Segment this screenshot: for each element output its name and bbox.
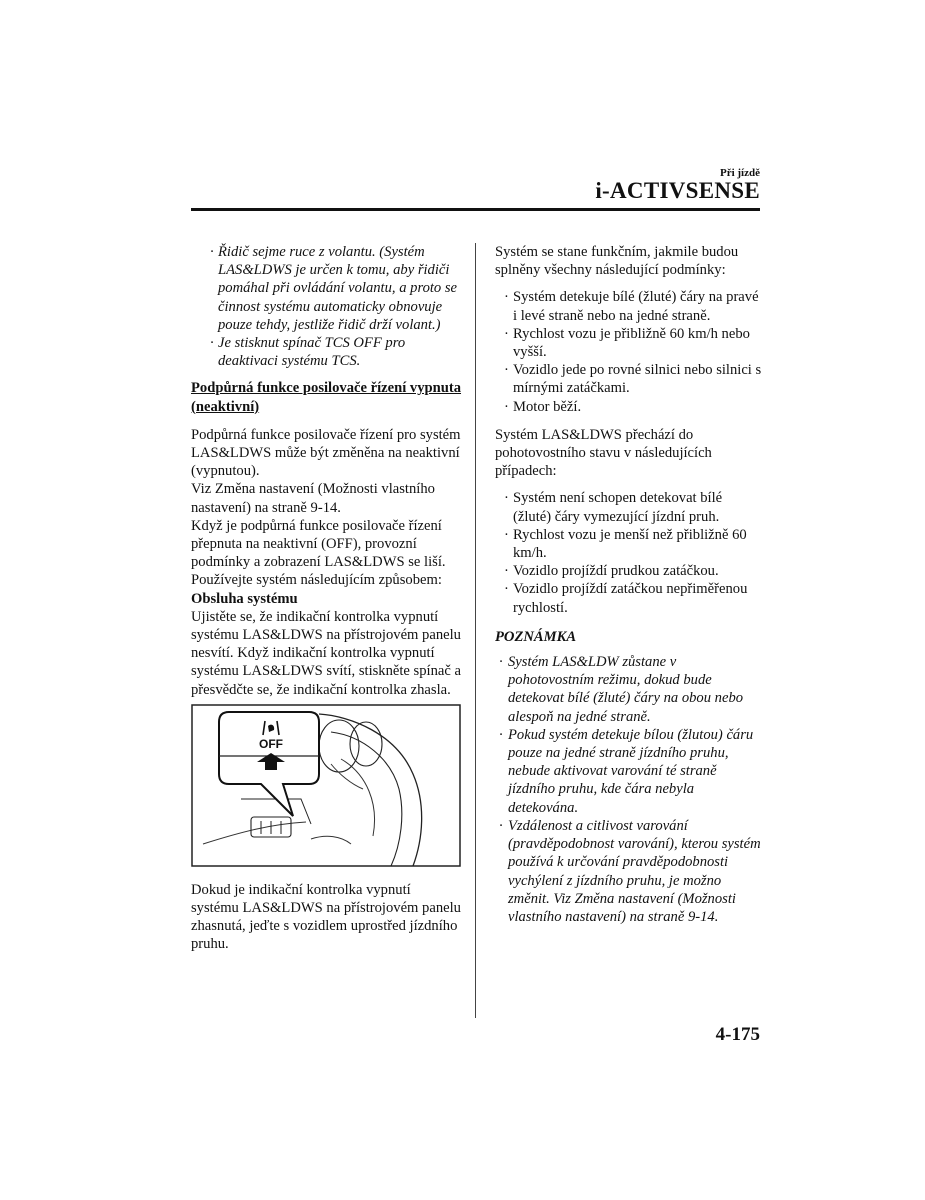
list-item: · Systém detekuje bílé (žluté) čáry na pravé i levé straně nebo na jedné straně.: [495, 288, 763, 324]
standby-list: [495, 489, 763, 616]
conditions-list: [495, 288, 763, 415]
list-item: · Motor běží.: [495, 398, 763, 416]
paragraph: Podpůrná funkce posilovače řízení pro systém LAS&LDWS může být změněna na neaktivní (vypnutou).: [191, 426, 461, 480]
list-item: · Vzdálenost a citlivost varování (pravděpodobnost varování), kterou systém používá k určování pravděpodobnosti vychýlení z jízdního pruhu, je možno změnit. Viz Změna nastavení (Možnosti vlastního nastavení) na straně 9-14.: [495, 817, 763, 926]
note-title: POZNÁMKA: [495, 628, 577, 645]
note-list: [495, 653, 763, 926]
column-divider: [475, 243, 476, 1018]
section-label: Při jízdě: [719, 167, 760, 179]
paragraph: Když je podpůrná funkce posilovače řízení přepnuta na neaktivní (OFF), provozní podmínky a zobrazení LAS&LDWS se liší. Používejte systém následujícím způsobem:: [191, 517, 446, 589]
page-title: i-ACTIVSENSE: [595, 178, 760, 203]
list-item: · Vozidlo jede po rovné silnici nebo silnici s mírnými zatáčkami.: [495, 361, 763, 397]
top-bullet-list: [191, 243, 461, 370]
paragraph: Viz Změna nastavení (Možnosti vlastního nastavení) na straně 9-14.: [191, 481, 435, 516]
page-number: 4-175: [715, 1024, 760, 1045]
list-item: · Vozidlo projíždí prudkou zatáčkou.: [495, 562, 763, 580]
list-item: · Řidič sejme ruce z volantu. (Systém LAS&LDWS je určen k tomu, aby řidiči pomáhal při ovládání volantu, a proto se činnost systému automaticky obnovuje pouze tehdy, jestliže řidič drží volant.): [191, 243, 461, 334]
paragraph: Systém se stane funkčním, jakmile budou splněny všechny následující podmínky:: [495, 244, 739, 279]
left-column: [191, 243, 461, 954]
list-item: · Systém není schopen detekovat bílé (žluté) čáry vymezující jízdní pruh.: [495, 489, 763, 525]
right-column: [495, 243, 763, 926]
header-rule: [191, 208, 760, 211]
switch-off-label: OFF: [259, 736, 283, 751]
paragraph: Ujistěte se, že indikační kontrolka vypnutí systému LAS&LDWS na přístrojovém panelu nesvítí. Když indikační kontrolka vypnutí systému LAS&LDWS svítí, stiskněte spínač a přesvědčte se, že indikační kontrolka zhasla.: [191, 608, 461, 698]
list-item: · Je stisknut spínač TCS OFF pro deaktivaci systému TCS.: [191, 334, 461, 370]
list-item: · Pokud systém detekuje bílou (žlutou) čáru pouze na jedné straně jízdního pruhu, nebude aktivovat varování té straně jízdního pruhu, kde čára nebyla detekována.: [495, 726, 763, 817]
list-item: · Rychlost vozu je přibližně 60 km/h nebo vyšší.: [495, 325, 763, 361]
section-heading: Podpůrná funkce posilovače řízení vypnuta (neaktivní): [191, 380, 462, 415]
dashboard-switch-illustration: [191, 704, 461, 867]
list-item: · Rychlost vozu je menší než přibližně 60 km/h.: [495, 526, 763, 562]
list-item: · Systém LAS&LDW zůstane v pohotovostním režimu, dokud bude detekovat bílé (žluté) čáry na obou nebo alespoň na jedné straně.: [495, 653, 763, 726]
paragraph: Systém LAS&LDWS přechází do pohotovostního stavu v následujících případech:: [495, 426, 712, 480]
paragraph: Dokud je indikační kontrolka vypnutí systému LAS&LDWS na přístrojovém panelu zhasnutá, jeďte s vozidlem uprostřed jízdního pruhu.: [191, 881, 461, 953]
subheading: Obsluha systému: [191, 590, 298, 607]
list-item: · Vozidlo projíždí zatáčkou nepřiměřenou rychlostí.: [495, 580, 763, 616]
